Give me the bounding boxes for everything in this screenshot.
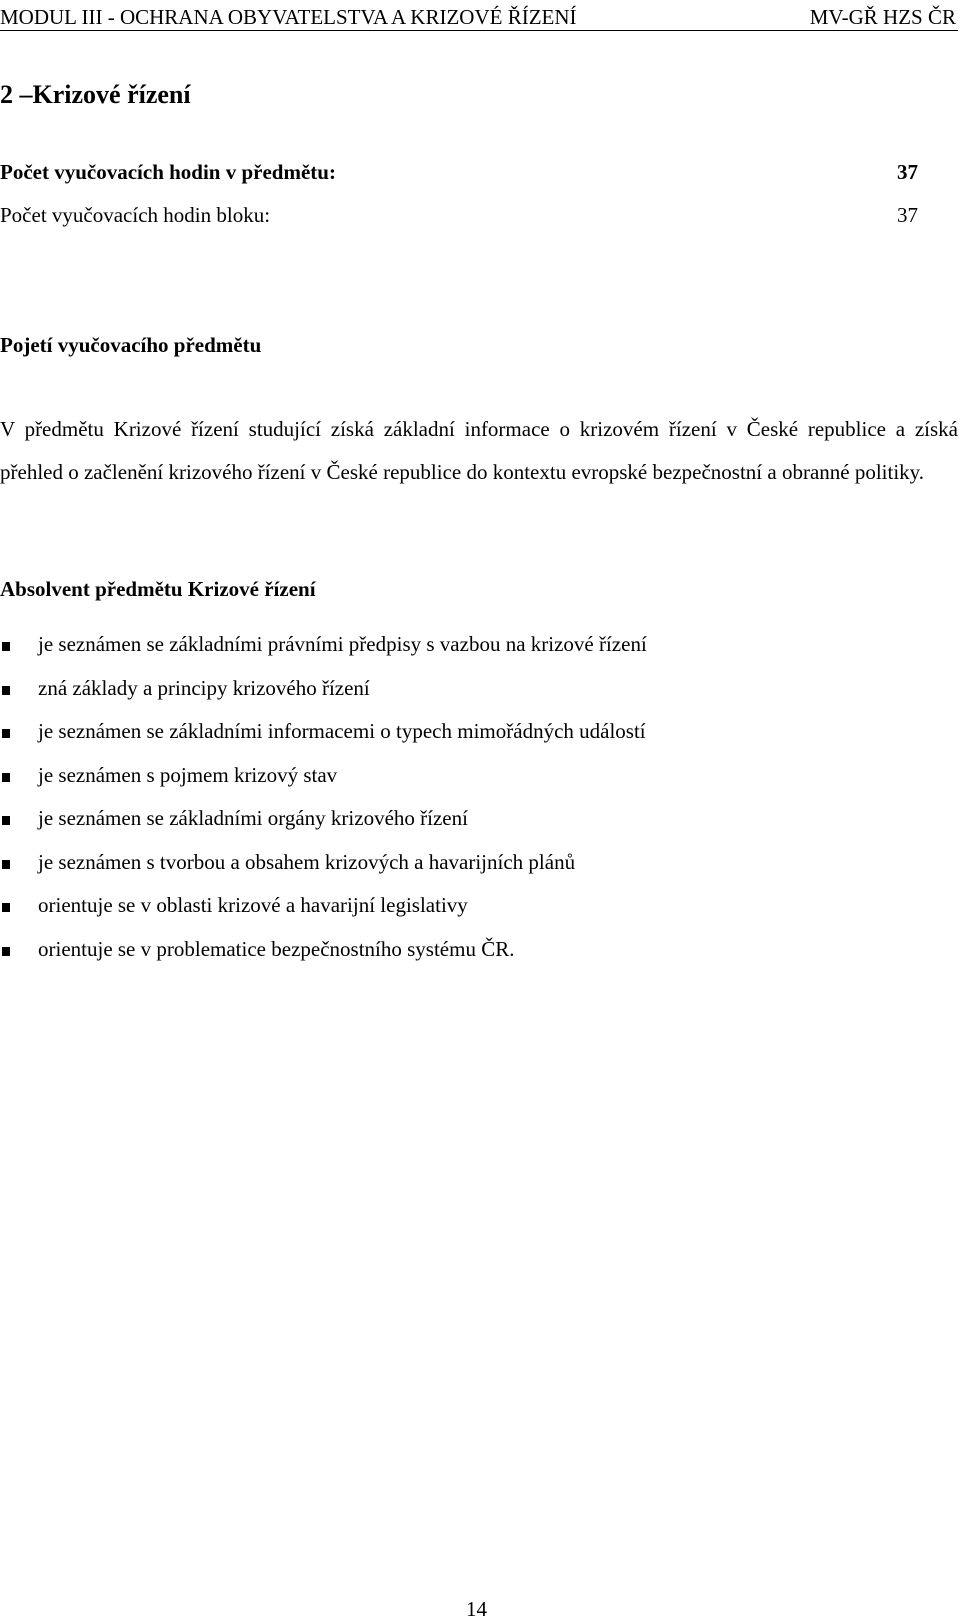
page-number: 14 [466, 1597, 487, 1621]
square-bullet-icon [2, 686, 10, 695]
list-item-text: je seznámen se základními orgány krizového řízení [38, 806, 468, 830]
chapter-title: 2 –Krizové řízení [0, 80, 191, 109]
square-bullet-icon [2, 773, 10, 782]
page-header [0, 4, 958, 31]
list-item-text: orientuje se v oblasti krizové a havarijní legislativy [38, 893, 468, 917]
list-item-text: orientuje se v problematice bezpečnostního systému ČR. [38, 936, 515, 961]
square-bullet-icon [2, 903, 10, 912]
graduate-heading: Absolvent předmětu Krizové řízení [0, 577, 316, 601]
list-item-text: je seznámen se základními právními předpisy s vazbou na krizové řízení [38, 632, 647, 656]
header-organization: MV-GŘ HZS ČR [809, 5, 956, 29]
square-bullet-icon [2, 642, 10, 651]
list-item-text: je seznámen s pojmem krizový stav [38, 762, 338, 787]
hours-subject-value: 37 [897, 160, 918, 184]
square-bullet-icon [2, 860, 10, 869]
list-item-text: je seznámen se základními informacemi o typech mimořádných událostí [38, 719, 646, 743]
header-module-title: MODUL III - OCHRANA OBYVATELSTVA A KRIZOVÉ ŘÍZENÍ [0, 5, 577, 29]
list-item-text: zná základy a principy krizového řízení [38, 675, 370, 700]
hours-subject-label: Počet vyučovacích hodin v předmětu: [0, 160, 336, 184]
square-bullet-icon [2, 729, 10, 738]
concept-heading: Pojetí vyučovacího předmětu [0, 333, 262, 357]
list-item-text: je seznámen s tvorbou a obsahem krizových a havarijních plánů [38, 849, 576, 874]
concept-paragraph: V předmětu Krizové řízení studující získá základní informace o krizovém řízení v České republice a získá přehled o začlenění krizového řízení v České republice do kontextu evropské bezpečnostní a obranné politiky. [0, 417, 958, 484]
square-bullet-icon [2, 947, 10, 956]
hours-block-label: Počet vyučovacích hodin bloku: [0, 203, 271, 227]
hours-block-value: 37 [897, 203, 918, 227]
square-bullet-icon [2, 816, 10, 825]
